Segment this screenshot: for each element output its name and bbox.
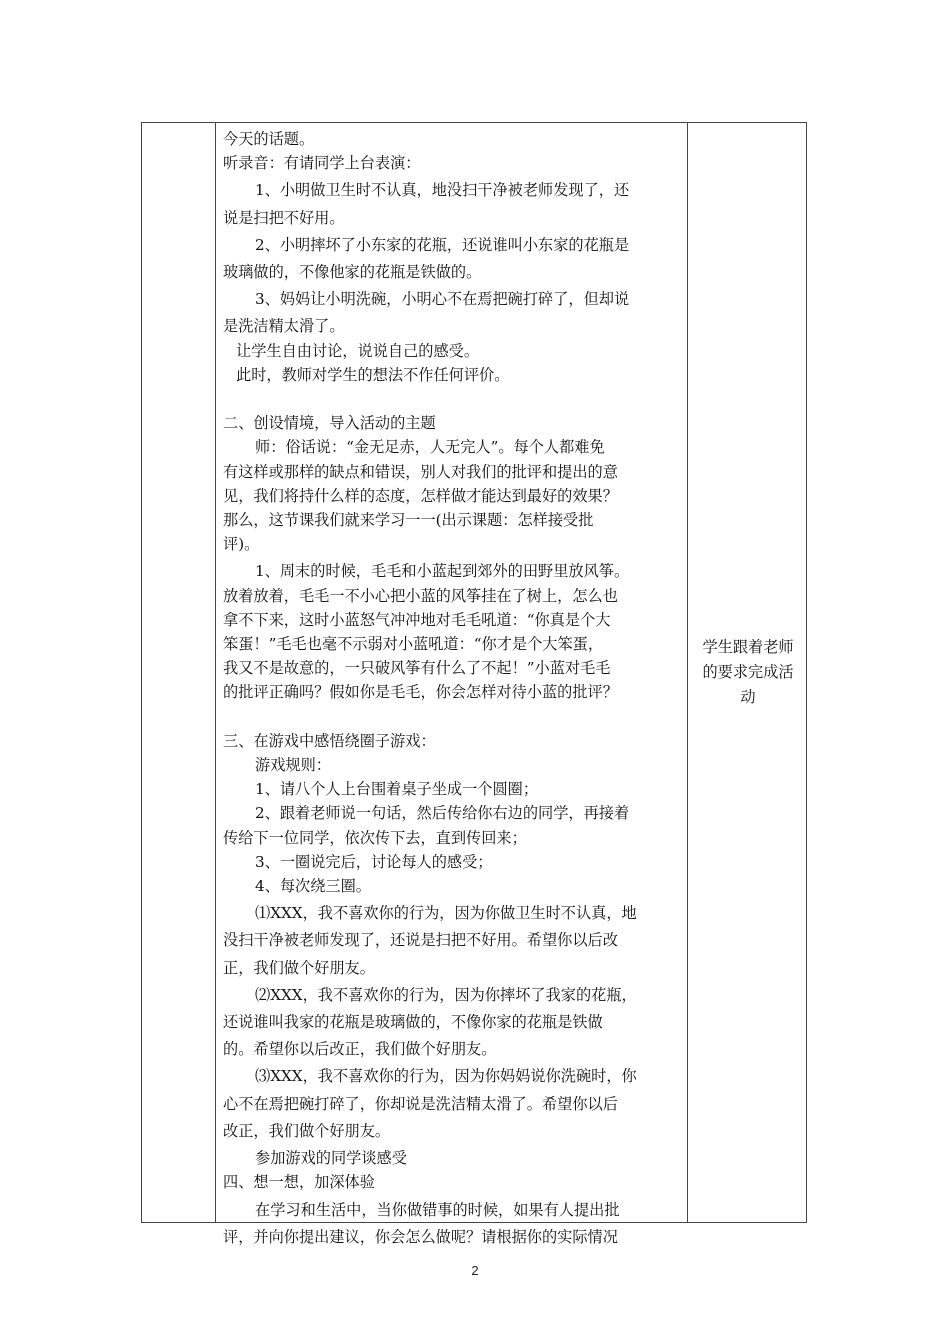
text-line: 心不在焉把碗打碎了，你却说是洗洁精太滑了。希望你以后 <box>223 1094 618 1113</box>
column-divider <box>215 123 216 1222</box>
text-line: ⑴XXX，我不喜欢你的行为，因为你做卫生时不认真，地 <box>255 904 637 923</box>
text-line: 师：俗话说：“金无足赤，人无完人”。每个人都难免 <box>255 438 605 457</box>
text-line: 是洗洁精太滑了。 <box>223 317 345 336</box>
text-line: 的要求完成活 <box>702 663 794 681</box>
text-line: 4、每次绕三圈。 <box>255 877 371 896</box>
text-line: 动 <box>740 688 756 706</box>
text-line: 2、小明摔坏了小东家的花瓶，还说谁叫小东家的花瓶是 <box>255 235 630 254</box>
text-line: 有这样或那样的缺点和错误，别人对我们的批评和提出的意 <box>223 462 618 481</box>
blank-line <box>223 387 686 411</box>
text-line: 3、妈妈让小明洗碗，小明心不在焉把碗打碎了，但却说 <box>255 290 630 309</box>
text-line: 1、小明做卫生时不认真，地没扫干净被老师发现了，还 <box>255 181 630 200</box>
text-line: ⑵XXX，我不喜欢你的行为，因为你摔坏了我家的花瓶， <box>255 985 637 1004</box>
text-line: ⑶XXX，我不喜欢你的行为，因为你妈妈说你洗碗时，你 <box>255 1067 637 1086</box>
text-line: 见，我们将持什么样的态度，怎样做才能达到最好的效果？ <box>223 486 618 505</box>
text-line: 参加游戏的同学谈感受 <box>255 1149 407 1168</box>
lesson-table <box>141 122 807 1246</box>
text-line: 在学习和生活中，当你做错事的时候，如果有人提出批 <box>255 1200 620 1219</box>
text-line: 让学生自由讨论，说说自己的感受。 <box>236 341 479 360</box>
teacher-activity-cell <box>223 127 686 1246</box>
section-heading: 二、创设情境，导入活动的主题 <box>223 414 436 433</box>
text-line: 1、请八个人上台围着桌子坐成一个圆圈； <box>255 780 539 799</box>
blank-line <box>223 705 686 729</box>
text-line: 听录音：有请同学上台表演： <box>223 154 421 173</box>
text-line: 玻璃做的，不像他家的花瓶是铁做的。 <box>223 263 482 282</box>
text-line: 拿不下来，这时小蓝怒气冲冲地对毛毛吼道：“你真是个大 <box>223 610 611 629</box>
student-activity-cell <box>690 635 806 710</box>
text-line: 的批评正确吗？假如你是毛毛，你会怎样对待小蓝的批评？ <box>223 683 618 702</box>
text-line: 此时，教师对学生的想法不作任何评价。 <box>236 365 510 384</box>
text-line: 今天的话题。 <box>223 130 315 148</box>
page-number: 2 <box>471 1263 479 1278</box>
text-line: 评)。 <box>223 535 260 554</box>
column-divider <box>687 123 688 1222</box>
text-line: 学生跟着老师 <box>702 638 794 656</box>
text-line: 没扫干净被老师发现了，还说是扫把不好用。希望你以后改 <box>223 931 618 950</box>
text-line: 笨蛋！”毛毛也毫不示弱对小蓝吼道：“你才是个大笨蛋， <box>223 635 604 654</box>
text-line: 放着放着，毛毛一不小心把小蓝的风筝挂在了树上，怎么也 <box>223 586 618 605</box>
text-line: 3、一圈说完后，讨论每人的感受； <box>255 852 493 871</box>
text-line: 的。希望你以后改正，我们做个好朋友。 <box>223 1040 497 1059</box>
text-line: 传给下一位同学，依次传下去，直到传回来； <box>223 828 527 847</box>
text-line: 评，并向你提出建议，你会怎么做呢？请根据你的实际情况 <box>223 1227 618 1246</box>
text-line: 说是扫把不好用。 <box>223 208 345 227</box>
text-line: 1、周末的时候，毛毛和小蓝起到郊外的田野里放风筝。 <box>255 562 630 581</box>
text-line: 2、跟着老师说一句话，然后传给你右边的同学，再接着 <box>255 804 630 823</box>
text-line: 游戏规则： <box>255 756 331 775</box>
text-line: 那么，这节课我们就来学习一一(出示课题：怎样接受批 <box>223 511 594 530</box>
text-line: 改正，我们做个好朋友。 <box>223 1121 391 1140</box>
section-heading: 四、想一想，加深体验 <box>223 1173 375 1192</box>
text-line: 我又不是故意的，一只破风筝有什么了不起！”小蓝对毛毛 <box>223 659 611 678</box>
text-line: 还说谁叫我家的花瓶是玻璃做的，不像你家的花瓶是铁做 <box>223 1013 603 1032</box>
text-line: 正，我们做个好朋友。 <box>223 958 375 977</box>
section-heading: 三、在游戏中感悟绕圈子游戏： <box>223 731 436 750</box>
